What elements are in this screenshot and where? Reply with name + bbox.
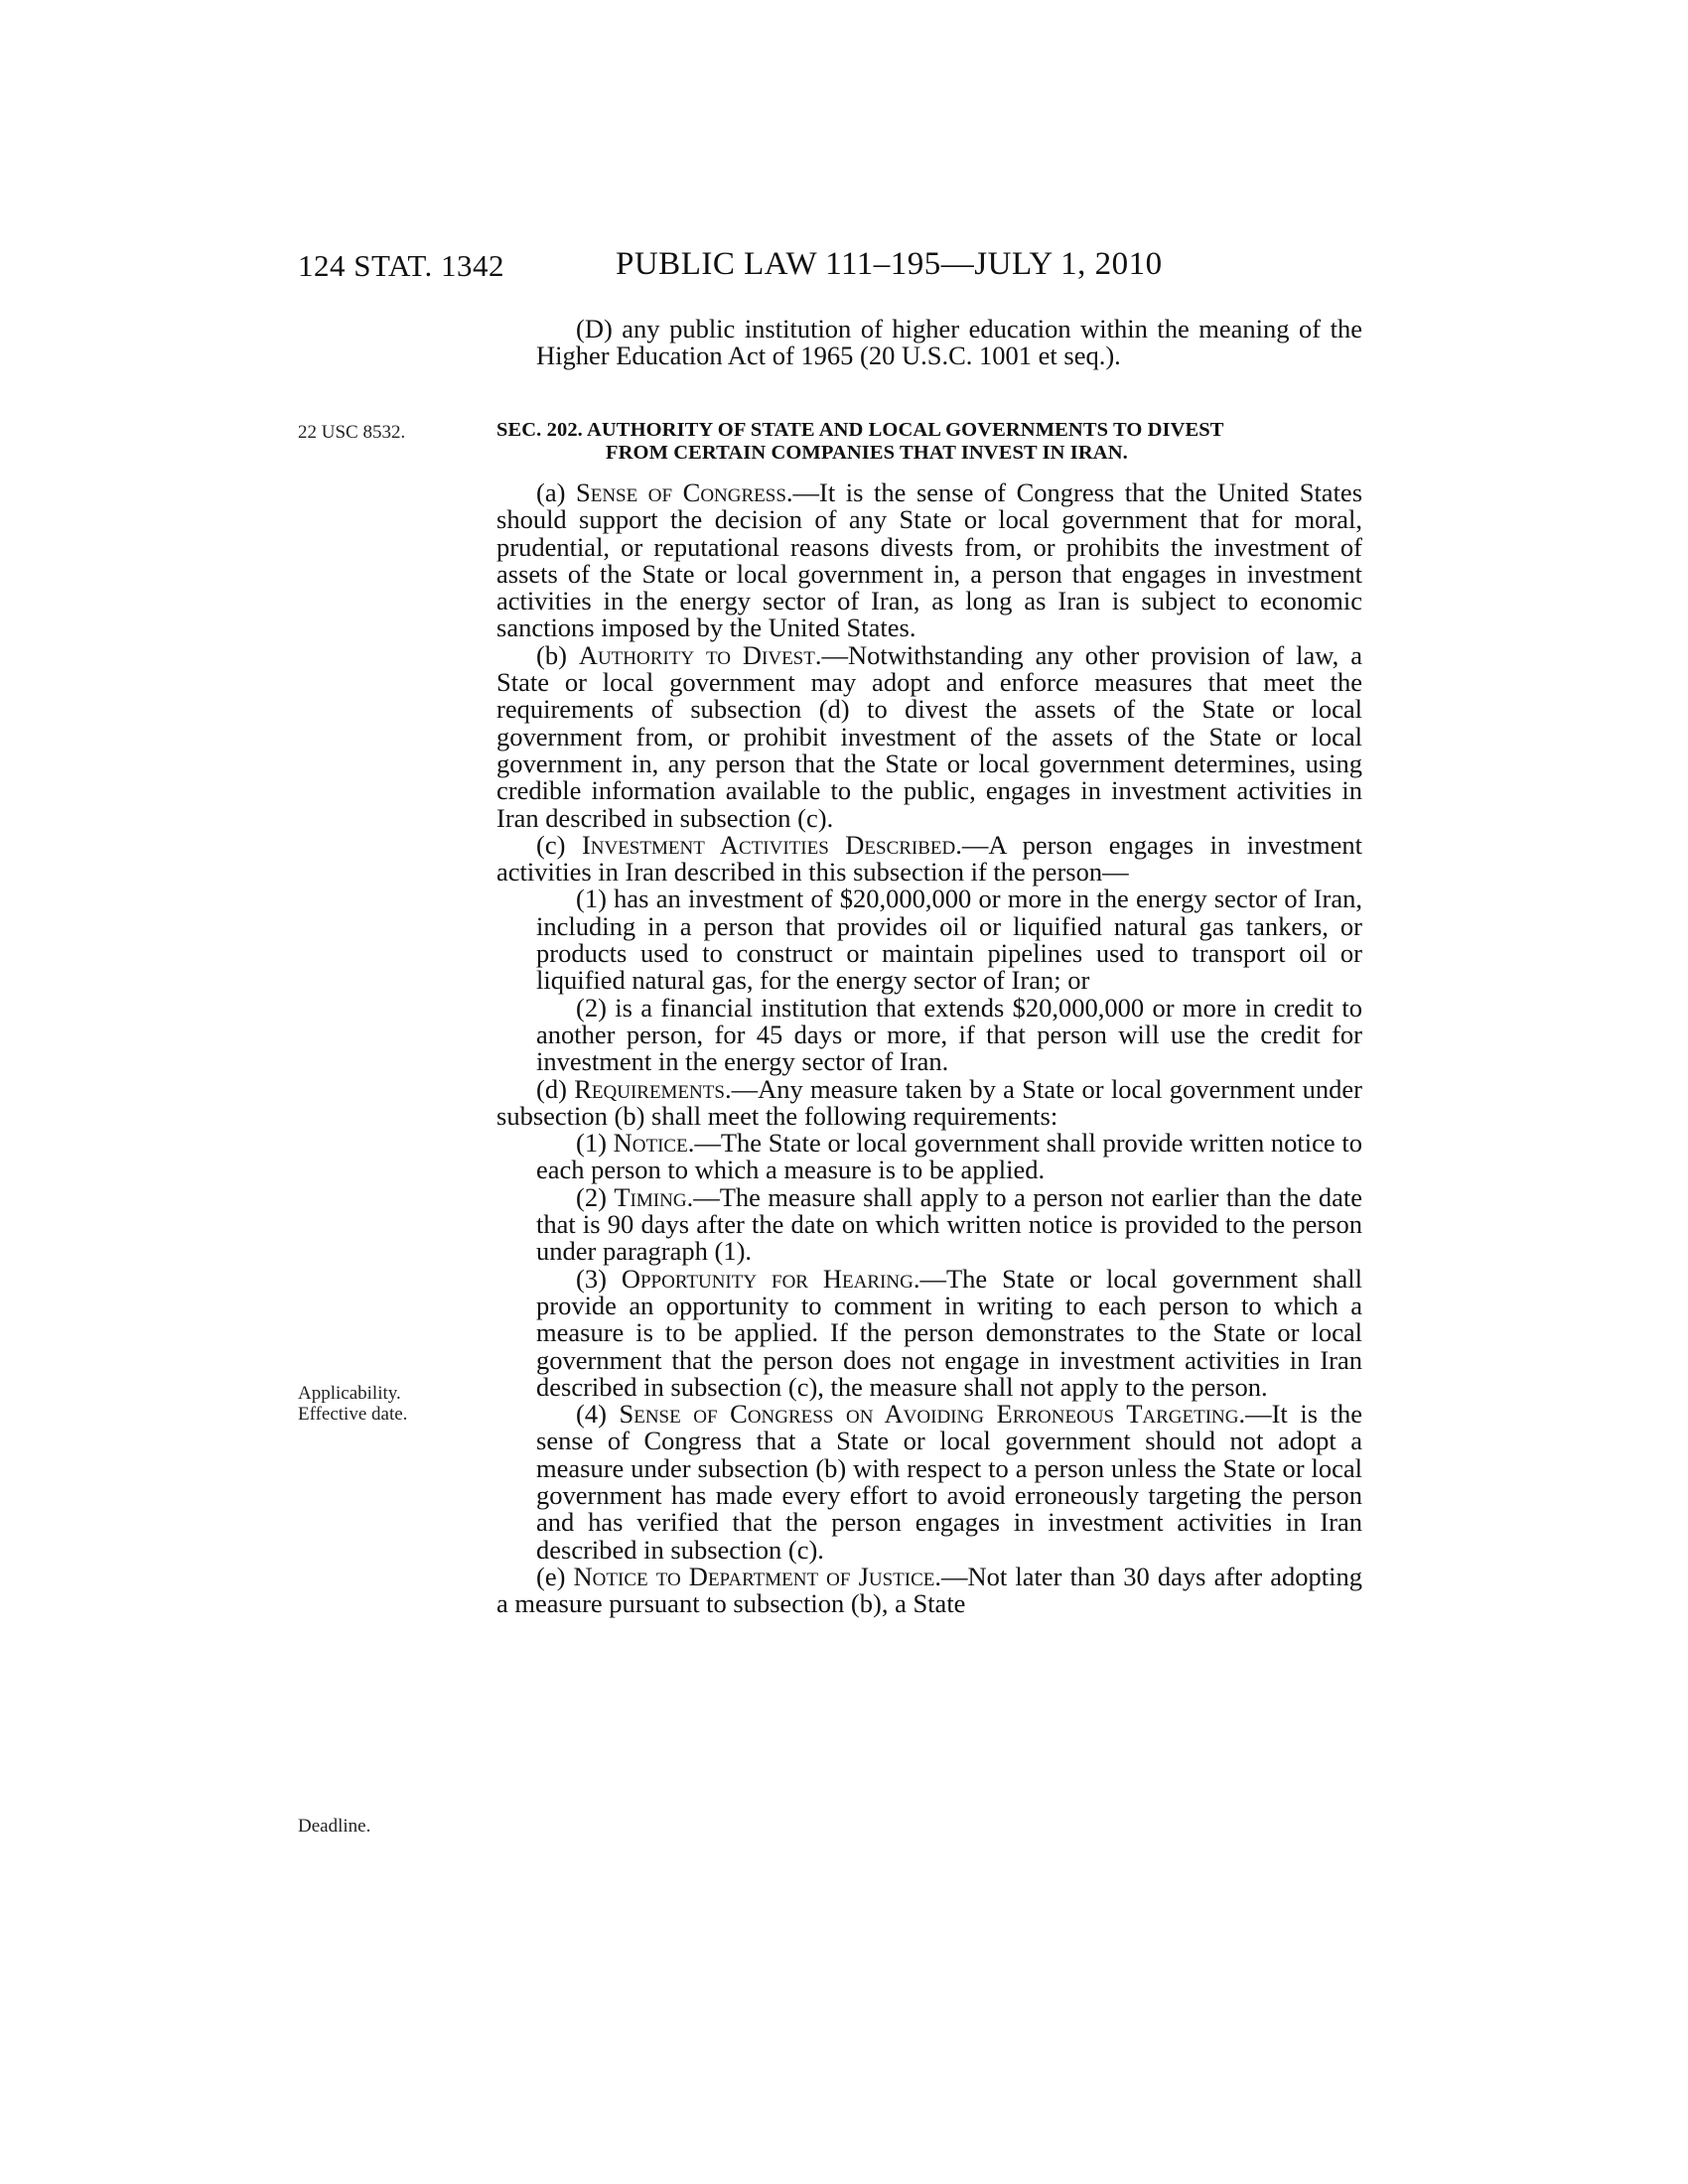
subsection-b-text: .—Notwithstanding any other provision of law, a State or local government may adopt and enforce measures that meet the requirements of subsection (d) to divest the assets of the State or local government from, or prohibit investment of the assets of the State or local government in, any person that the State or local government determines, using credible information available to the public, engages in investment activities in Iran described in subsection (c). (496, 639, 1362, 833)
margin-note-deadline: Deadline. (298, 1816, 371, 1837)
subsection-e-title: Notice to Department of Justice (573, 1561, 935, 1591)
subsection-d-title: Requirements (574, 1073, 725, 1104)
paragraph-d2-title: Timing (614, 1181, 687, 1212)
subsection-b-label: (b) (536, 639, 579, 670)
subsection-c-label: (c) (536, 829, 582, 860)
paragraph-d3 (496, 1263, 1362, 1402)
subsection-a-text: .—It is the sense of Congress that the United States should support the decision of any State or local government that for moral, prudential, or reputational reasons divests from, or prohibits the investment of assets of the State or local government in, a person that engages in investment activities in the energy sector of Iran, as long as Iran is subject to economic sanctions imposed by the United States. (496, 478, 1363, 643)
paragraph-d1-text: .—The State or local government shall provide written notice to each person to which a measure is to be applied. (536, 1128, 1362, 1185)
margin-note-applicability-text: Applicability. (298, 1383, 401, 1404)
subsection-c-text: .—A person engages in investment activities in Iran described in this subsection if the person— (496, 829, 1363, 887)
paragraph-c1: (1) has an investment of $20,000,000 or more in the energy sector of Iran, including in a person that provides oil or liquified natural gas tankers, or products used to construct or maintain pipelines used to transport oil or liquified natural gas, for the energy sector of Iran; or (536, 884, 1362, 996)
subsection-d-label: (d) (536, 1073, 575, 1104)
law-title-header: PUBLIC LAW 111–195—JULY 1, 2010 (616, 246, 1163, 282)
subsection-e (496, 1561, 1362, 1619)
subsection-e-text: .—Not later than 30 days after adopting a measure pursuant to subsection (b), a State (496, 1561, 1362, 1619)
subsection-b-title: Authority to Divest (578, 639, 815, 670)
paragraph-d2 (496, 1181, 1362, 1267)
continuation-block (496, 316, 1362, 370)
paragraph-d3-text: .—The State or local government shall provide an opportunity to comment in writing to each person to which a measure is to be applied. If the person demonstrates to the State or local government that the person does not engage in investment activities in Iran described in subsection (c), the measure shall not apply to the person. (536, 1263, 1362, 1402)
paragraph-d4-label: (4) (576, 1399, 620, 1430)
subsection-a (496, 479, 1362, 642)
paragraph-d2-label: (2) (576, 1181, 615, 1212)
margin-note-effective-date: Effective date. (298, 1404, 408, 1425)
paragraph-d1-label: (1) (576, 1128, 614, 1159)
subsection-c (496, 829, 1363, 887)
paragraph-d3-label: (3) (576, 1263, 622, 1294)
subsection-c-title: Investment Activities Described (581, 829, 956, 860)
item-d-paragraph: (D) any public institution of higher education within the meaning of the Higher Education Act of 1965 (20 U.S.C. 1001 et seq.). (536, 314, 1362, 371)
section-heading (496, 419, 1362, 465)
subsection-b (496, 639, 1362, 833)
paragraph-d4-text: .—It is the sense of Congress that a State or local government should not adopt a measure under subsection (b) with respect to a person unless the State or local government has made every effort to avoid erroneously targeting the person and has verified that the person engages in investment activities in Iran described in subsection (c). (536, 1399, 1362, 1565)
paragraph-d1 (496, 1130, 1362, 1184)
subsection-a-label: (a) (536, 478, 576, 507)
paragraph-d4 (496, 1401, 1362, 1564)
paragraph-d2-text: .—The measure shall apply to a person not earlier than the date that is 90 days after the date on which written notice is provided to the person under paragraph (1). (536, 1181, 1362, 1267)
stat-reference: 124 STAT. 1342 (298, 248, 505, 283)
margin-note-applicability (298, 1383, 457, 1425)
subsection-a-title: Sense of Congress (575, 478, 786, 507)
section-heading-line2: FROM CERTAIN COMPANIES THAT INVEST IN IRAN. (606, 442, 1128, 464)
section-heading-line1: SEC. 202. AUTHORITY OF STATE AND LOCAL GOVERNMENTS TO DIVEST (496, 419, 1224, 441)
subsection-d (496, 1073, 1362, 1131)
paragraph-d3-title: Opportunity for Hearing (621, 1263, 914, 1294)
margin-note-usc: 22 USC 8532. (298, 422, 406, 443)
paragraph-d1-title: Notice (613, 1128, 688, 1159)
paragraph-c2: (2) is a financial institution that extends $20,000,000 or more in credit to another person, for 45 days or more, if that person will use the credit for investment in the energy sector of Iran. (536, 992, 1362, 1077)
paragraph-d4-title: Sense of Congress on Avoiding Erroneous Targeting (619, 1399, 1239, 1430)
subsection-e-label: (e) (536, 1561, 574, 1591)
subsection-d-text: .—Any measure taken by a State or local government under subsection (b) shall meet the following requirements: (496, 1073, 1362, 1131)
section-body (496, 479, 1362, 1617)
